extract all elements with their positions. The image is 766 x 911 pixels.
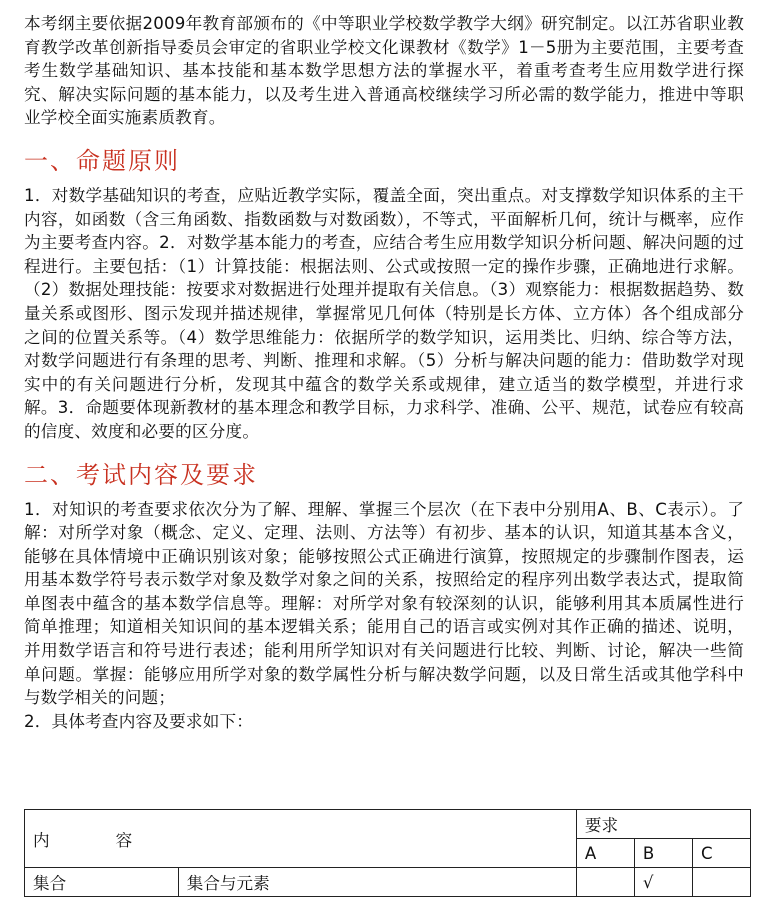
content-item-2: 2．具体考查内容及要求如下：	[24, 711, 254, 731]
table-header-row	[25, 810, 751, 839]
level-a-header: A	[576, 839, 634, 868]
level-b-header: B	[634, 839, 692, 868]
table-row	[25, 868, 751, 897]
content-header-cell	[25, 810, 577, 868]
item-cell: 集合与元素	[178, 868, 576, 897]
content-paragraph: 1．对知识的考查要求依次分为了解、理解、掌握三个层次（在下表中分别用A、B、C表示）。了解：对所学对象（概念、定义、定理、法则、方法等）有初步、基本的认识，知道其基本含义，能够在具体情境中正确识别该对象；能够按照公式正确进行演算，按照规定的步骤制作图表，运用基本数学符号表示数学对象及数学对象之间的关系，按照给定的程序列出数学表达式，提取简单图表中蕴含的基本数学信息等。理解：对所学对象有较深刻的认识，能够利用其本质属性进行简单推理；知道相关知识间的基本逻辑关系；能用自己的语言或实例对其作正确的描述、说明，并用数学语言和符号进行表述；能利用所学知识对有关问题进行比较、判断、讨论，解决一些简单问题。掌握：能够应用所学对象的数学属性分析与解决数学问题，以及日常生活或其他学科中与数学相关的问题；	[24, 499, 744, 708]
content-header-char-2: 容	[115, 830, 133, 850]
content-header-char-1: 内	[33, 830, 50, 850]
requirement-header-cell: 要求	[576, 810, 750, 839]
section-heading-principles: 一、命题原则	[24, 146, 180, 175]
category-cell: 集合	[25, 868, 179, 897]
intro-paragraph: 本考纲主要依据2009年教育部颁布的《中等职业学校数学教学大纲》研究制定。以江苏省职业教育教学改革创新指导委员会审定的省职业学校文化课教材《数学》1－5册为主要范围，主要考查考生数学基础知识、基本技能和基本数学思想方法的掌握水平，着重考查考生应用数学进行探究、解决实际问题的基本能力，以及考生进入普通高校继续学习所必需的数学能力，推进中等职业学校全面实施素质教育。	[24, 14, 744, 128]
principles-paragraph: 1．对数学基础知识的考查，应贴近教学实际，覆盖全面，突出重点。对支撑数学知识体系的主干内容，如函数（含三角函数、指数函数与对数函数），不等式，平面解析几何，统计与概率，应作为主要考查内容。2．对数学基本能力的考查，应结合考生应用数学知识分析问题、解决问题的过程进行。主要包括：（1）计算技能：根据法则、公式或按照一定的操作步骤，正确地进行求解。（2）数据处理技能：按要求对数据进行处理并提取有关信息。（3）观察能力：根据数据趋势、数量关系或图形、图示发现并描述规律，掌握常见几何体（特别是长方体、立方体）各个组成部分之间的位置关系等。（4）数学思维能力：依据所学的数学知识，运用类比、归纳、综合等方法，对数学问题进行有条理的思考、判断、推理和求解。（5）分析与解决问题的能力：借助数学对现实中的有关问题进行分析，发现其中蕴含的数学关系或规律，建立适当的数学模型，并进行求解。3．命题要体现新教材的基本理念和教学目标，力求科学、准确、公平、规范，试卷应有较高的信度、效度和必要的区分度。	[24, 185, 744, 441]
level-c-header: C	[692, 839, 750, 868]
requirements-table	[24, 809, 751, 897]
section-heading-content: 二、考试内容及要求	[24, 460, 258, 489]
level-a-cell	[576, 868, 634, 897]
level-b-cell: √	[634, 868, 692, 897]
level-c-cell	[692, 868, 750, 897]
